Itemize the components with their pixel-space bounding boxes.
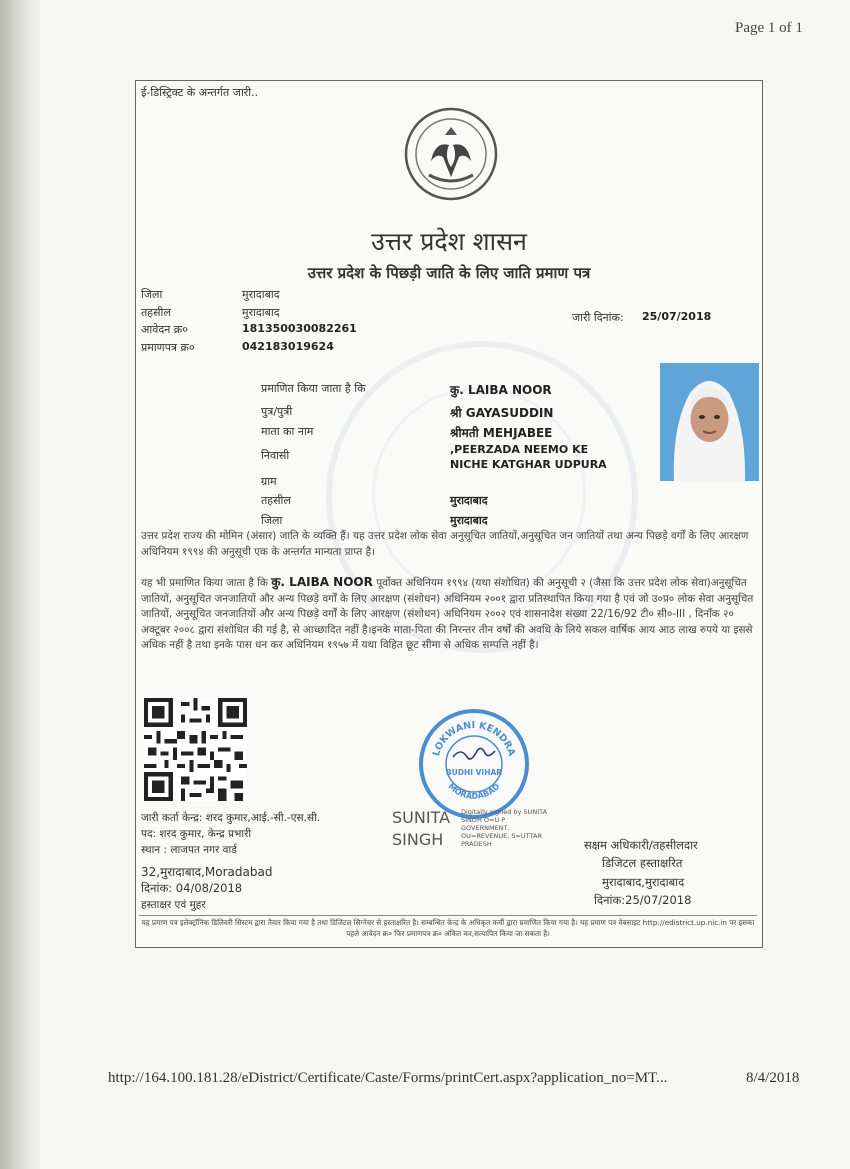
print-url: http://164.100.181.28/eDistrict/Certificate/Caste/Forms/printCert.aspx?application_no=MT... [108,1070,668,1086]
district-value: मुरादाबाद [242,288,280,301]
certification-lead: यह भी प्रमाणित किया जाता है कि [141,577,268,589]
digital-signer-name [392,807,450,851]
person-district-label: जिला [261,514,283,527]
print-date: 8/4/2018 [746,1070,800,1086]
issuer-post: पद: शरद कुमार, केन्द्र प्रभारी [141,828,252,840]
svg-text:LOKWANI KENDRA [431,720,517,758]
office-stamp [419,709,529,819]
stamp-inner-text: BUDHI VIHAR [445,768,503,777]
person-tehsil-label: तहसील [261,494,291,507]
signature-scribble [453,748,495,759]
person-name: कु. LAIBA NOOR [450,383,552,397]
applicant-photo [660,363,759,481]
gov-title: उत्तर प्रदेश शासन [371,227,527,256]
issuer-date: दिनांक: 04/08/2018 [141,881,243,895]
certification-text: पूर्वोक्त अधिनियम १९९४ (यथा संशोधित) की अनुसूची २ (जैसा कि उत्तर प्रदेश लोक सेवा)अनुसूचित जातियों, अनुसूचित जनजातियों और अन्य पिछड़े वर्गों के लिए आरक्षण (संशोधन) अधिनियम २००१ द्वारा प्रतिस्थापित किया गया है एवं जो उ०प्र० लोक सेवा अनुसूचित जातियों, अनुसूचित जनजातियों और अन्य पिछड़े वर्गों के लिए आरक्षण (संशोधन) अधिनियम २००२ एवं शासनादेश संख्या 22/16/92 टी० सी०-III , दिनाँक २० अक्टूबर २००८ द्वारा संशोधित की गई है, से आच्छादित नहीं है।इनके माता-पिता की निरन्तर तीन वर्षों की अवधि के लिये सकल वार्षिक आय आठ लाख रुपये या इससे अधिक नहीं है तथा इनके पास धन कर अधिनियम १९५७ में यथा विहित छूट सीमा से अधिक सम्पत्ति नहीं है। [141,577,754,652]
tehsil-label: तहसील [141,306,171,319]
issue-date-label: जारी दिनांक: [572,311,624,324]
scan-shadow-edge [0,0,40,1169]
stamp-seal-icon [423,713,525,815]
certificate-number: 042183019624 [242,340,334,353]
authority-date: दिनांक:25/07/2018 [594,893,692,907]
footnote-divider [139,915,757,916]
certified-label: प्रमाणित किया जाता है कि [261,382,366,395]
village-label: ग्राम [261,475,277,488]
up-emblem-icon [399,105,503,203]
certificate-number-label: प्रमाणपत्र क्र० [141,341,195,354]
certificate-title: उत्तर प्रदेश के पिछड़ी जाति के लिए जाति प्रमाण पत्र [307,264,591,282]
qr-code-icon [144,698,247,801]
tehsil-value: मुरादाबाद [242,306,280,319]
digital-signer-line-2: SINGH [392,830,444,849]
person-tehsil-value: मुरादाबाद [450,494,488,507]
authority-place: मुरादाबाद,मुरादाबाद [602,875,685,889]
district-label: जिला [141,288,163,301]
issue-date: 25/07/2018 [642,310,712,323]
mother-name: श्रीमती MEHJABEE [450,426,553,440]
mother-label: माता का नाम [261,425,314,438]
certificate [135,80,763,948]
caste-paragraph: उत्तर प्रदेश राज्य की मोमिन (अंसार) जाति के व्यक्ति हैं। यह उत्तर प्रदेश लोक सेवा अनुसूचित जातियों,अनुसूचित जन जातियों तथा अन्य पिछड़े वर्गों के लिए आरक्षण अधिनियम १९९४ की अनुसूची एक के अन्तर्गत मान्यता प्राप्त है। [141,530,749,558]
issuer-place-2: 32,मुरादाबाद,Moradabad [141,865,273,879]
application-label: आवेदन क्र० [141,323,188,336]
person-district-value: मुरादाबाद [450,514,488,527]
digital-signer-line-1: SUNITA [392,808,451,827]
stamp-bottom-text: MORADABAD [446,781,502,801]
application-number: 181350030082261 [242,322,357,335]
header-note: ई-डिस्ट्रिक्ट के अन्तर्गत जारी.. [141,86,259,99]
stamp-ring-text: LOKWANI KENDRA [431,719,518,758]
certification-name: कु. LAIBA NOOR [271,575,373,589]
footnote: यह प्रमाण पत्र इलेक्ट्रॉनिक डिलिवरी सिस्टम द्वारा तैयार किया गया है तथा डिजिटल सिग्नेचर से हस्ताक्षरित है। सम्बन्धित केन्द्र के अधिकृत कर्मी द्वारा प्रमाणित किया गया है। यह प्रमाण पत्र वेबसाइट http://edistrict.up.nic.in पर इसका पहले आवेदन क्र० फिर प्रमाणपत्र क्र० अंकित कर,सत्यापित किया जा सकता है। [141,918,755,938]
person-photo-icon [660,363,759,481]
father-name: श्री GAYASUDDIN [450,406,554,420]
authority-signed: डिजिटल हस्ताक्षरित [602,856,683,870]
certification-paragraph [141,575,756,654]
resident-label: निवासी [261,449,290,462]
address-line-1: ,PEERZADA NEEMO KE [450,443,589,456]
sign-seal-label: हस्ताक्षर एवं मुहर [141,899,206,911]
issuer-center: जारी कर्ता केन्द्र: शरद कुमार,आई.-सी.-एस.सी. [141,812,321,824]
digital-signature-note: Digitally signed by SUNITA SINGH O=U P GOVERNMENT, OU=REVENUE, S=UTTAR PRADESH [461,808,548,848]
authority-title: सक्षम अधिकारी/तहसीलदार [584,838,698,852]
father-label: पुत्र/पुत्री [261,405,293,418]
address-line-2: NICHE KATGHAR UDPURA [450,458,607,471]
page-number: Page 1 of 1 [735,20,803,36]
issuer-place: स्थान : लाजपत नगर वार्ड [141,844,237,856]
